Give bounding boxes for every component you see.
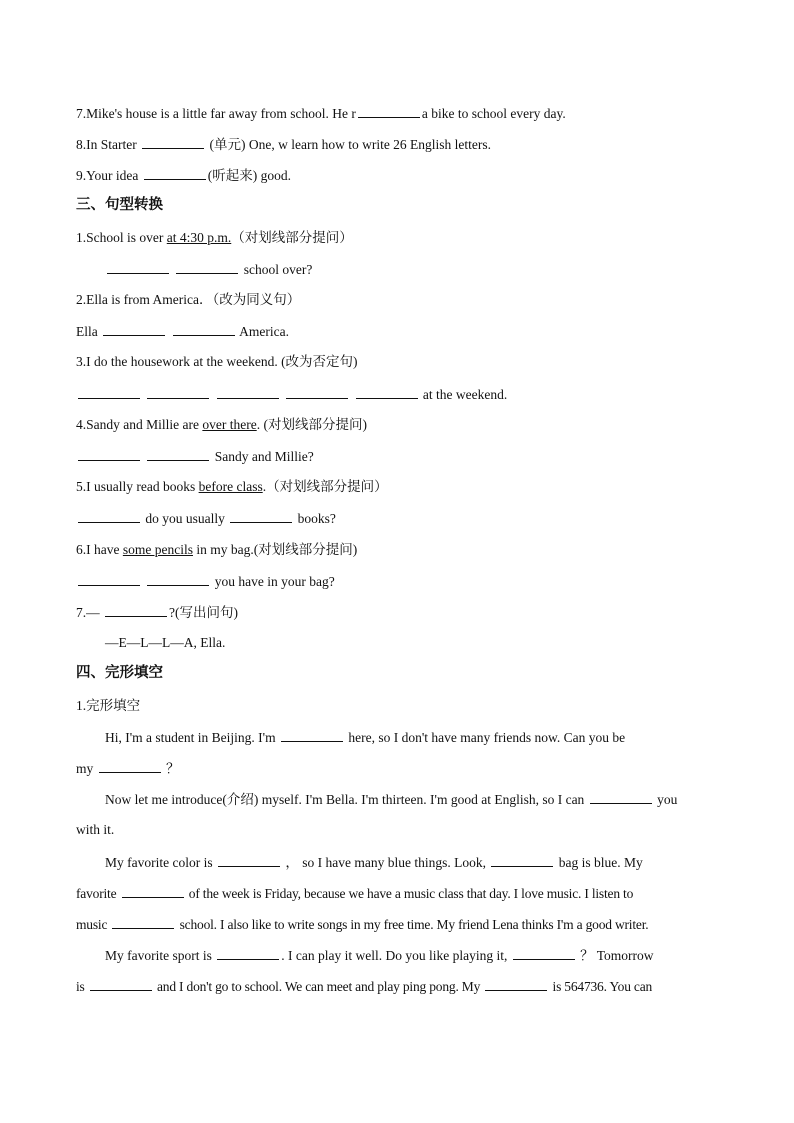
cloze-line-2: my ？: [76, 761, 180, 776]
cloze-line-7: music school. I also like to write songs in my free time. My friend Lena thinks I'm a good writer.: [76, 917, 649, 932]
answer-blank[interactable]: [147, 447, 209, 461]
answer-blank[interactable]: [107, 260, 169, 274]
sec2-q8: 8.In Starter (单元) One, w learn how to write 26 English letters.: [76, 137, 492, 152]
sec4-subheading: 1.完形填空: [76, 698, 141, 713]
sec2-q9: 9.Your idea (听起来) good.: [76, 168, 292, 183]
sec3-q6: 6.I have some pencils in my bag.(对划线部分提问): [76, 542, 358, 557]
answer-blank[interactable]: [78, 385, 140, 399]
answer-blank[interactable]: [485, 977, 547, 991]
answer-blank[interactable]: [286, 385, 348, 399]
answer-blank[interactable]: [90, 977, 152, 991]
answer-blank[interactable]: [78, 447, 140, 461]
answer-blank[interactable]: [78, 509, 140, 523]
sec3-a3: at the weekend.: [76, 385, 734, 404]
answer-blank[interactable]: [147, 385, 209, 399]
answer-blank[interactable]: [217, 946, 279, 960]
answer-blank[interactable]: [112, 915, 174, 929]
answer-blank[interactable]: [103, 322, 165, 336]
answer-blank[interactable]: [358, 104, 420, 118]
sec3-a7: —E—L—L—A, Ella.: [105, 635, 226, 650]
section-heading-sentence-transform: 三、句型转换: [76, 197, 163, 213]
answer-blank[interactable]: [147, 572, 209, 586]
section-heading-cloze: 四、完形填空: [76, 665, 163, 681]
cloze-line-9: is and I don't go to school. We can meet and play ping pong. My is 564736. You can: [76, 979, 653, 994]
sec3-q3: 3.I do the housework at the weekend. (改为否定句): [76, 354, 358, 369]
sec3-a4: Sandy and Millie?: [76, 447, 734, 466]
cloze-line-4: with it.: [76, 822, 115, 837]
sec3-a1: school over?: [105, 260, 734, 279]
sec3-a2: Ella America.: [76, 324, 289, 339]
answer-blank[interactable]: [122, 884, 184, 898]
answer-blank[interactable]: [217, 385, 279, 399]
answer-blank[interactable]: [218, 853, 280, 867]
answer-blank[interactable]: [99, 759, 161, 773]
sec3-q7: 7.— ?(写出问句): [76, 605, 238, 620]
answer-blank[interactable]: [281, 728, 343, 742]
cloze-line-5: My favorite color is ， so I have many blue things. Look, bag is blue. My: [105, 855, 643, 870]
answer-blank[interactable]: [590, 790, 652, 804]
answer-blank[interactable]: [491, 853, 553, 867]
sec2-q7: 7.Mike's house is a little far away from school. He r a bike to school every day.: [76, 106, 566, 121]
answer-blank[interactable]: [173, 322, 235, 336]
answer-blank[interactable]: [144, 166, 206, 180]
cloze-line-8: My favorite sport is . I can play it well. Do you like playing it, ？ Tomorrow: [105, 948, 654, 963]
cloze-line-3: Now let me introduce(介绍) myself. I'm Bella. I'm thirteen. I'm good at English, so I can you: [105, 792, 678, 807]
answer-blank[interactable]: [78, 572, 140, 586]
answer-blank[interactable]: [513, 946, 575, 960]
sec3-q5: 5.I usually read books before class.（对划线部分提问）: [76, 479, 388, 494]
answer-blank[interactable]: [176, 260, 238, 274]
cloze-line-6: favorite of the week is Friday, because we have a music class that day. I love music. I listen to: [76, 886, 634, 901]
sec3-a6: you have in your bag?: [76, 572, 734, 591]
sec3-q4: 4.Sandy and Millie are over there. (对划线部分提问): [76, 417, 367, 432]
cloze-line-1: Hi, I'm a student in Beijing. I'm here, so I don't have many friends now. Can you be: [105, 730, 626, 745]
answer-blank[interactable]: [142, 135, 204, 149]
sec3-q1: 1.School is over at 4:30 p.m.（对划线部分提问）: [76, 230, 353, 245]
sec3-a5: do you usually books?: [76, 509, 734, 528]
answer-blank[interactable]: [230, 509, 292, 523]
answer-blank[interactable]: [105, 603, 167, 617]
sec3-q2: 2.Ella is from America．（改为同义句）: [76, 292, 301, 307]
answer-blank[interactable]: [356, 385, 418, 399]
